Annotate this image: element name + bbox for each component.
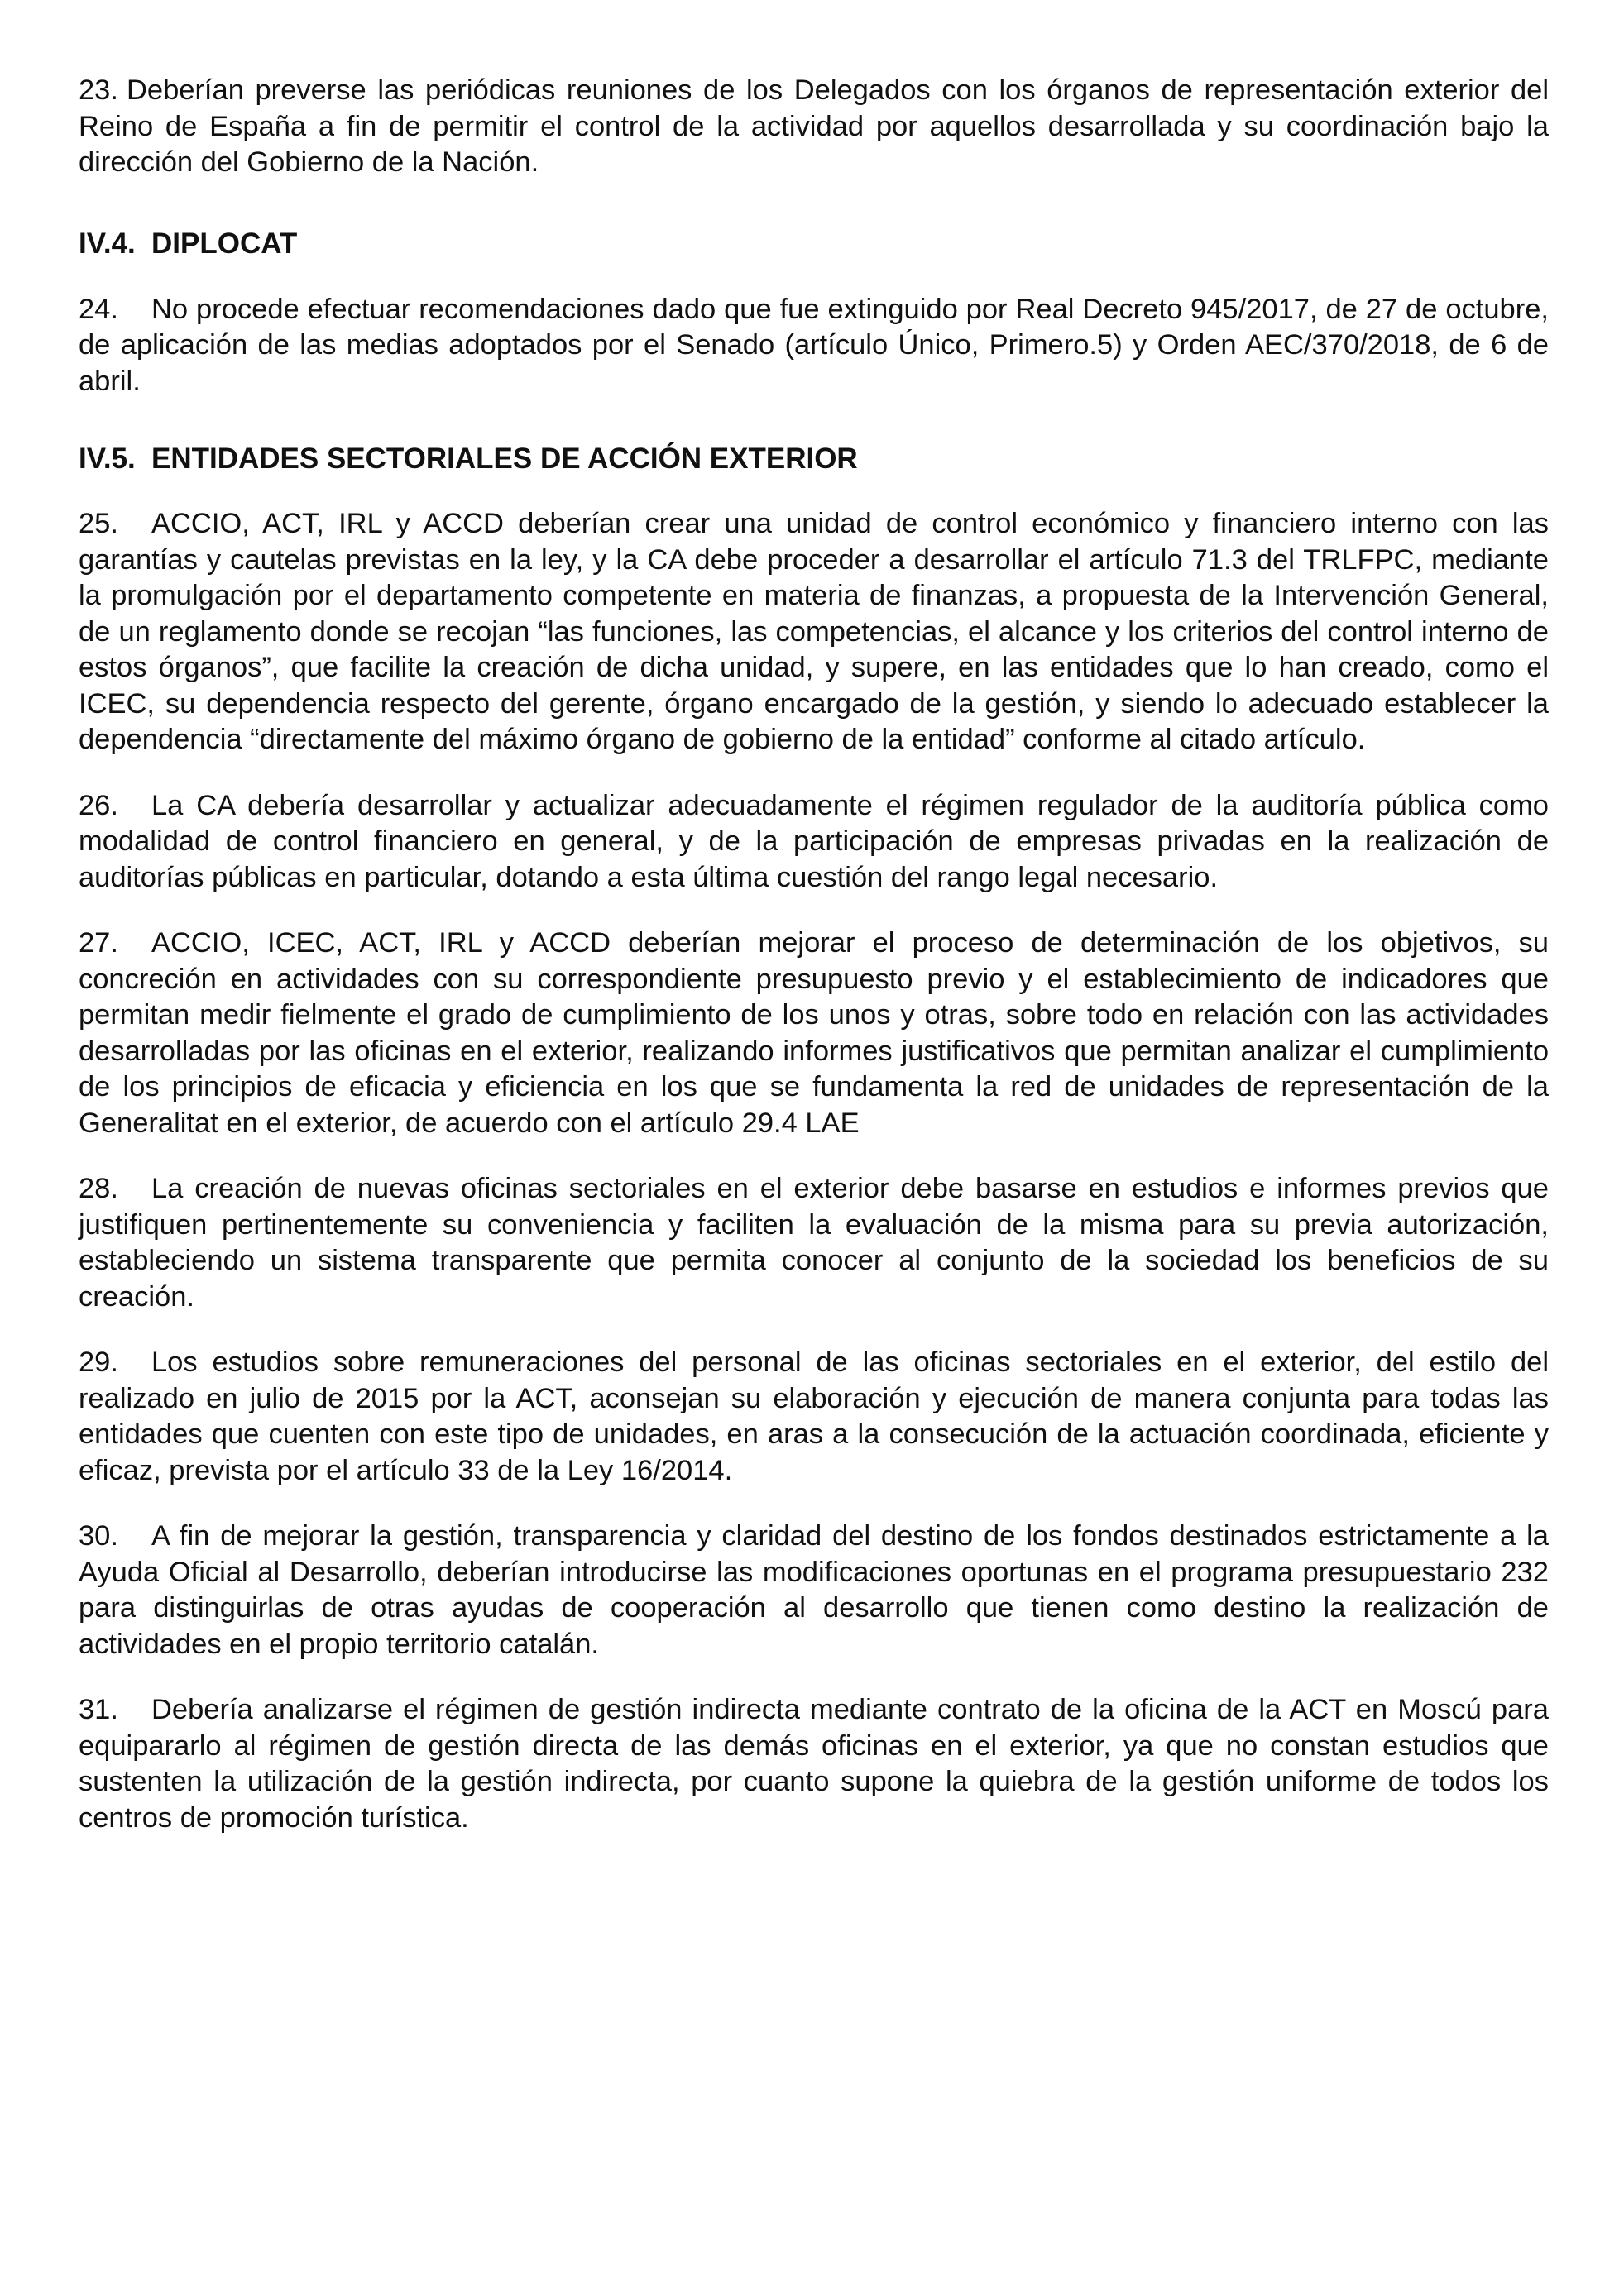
paragraph-number: 28. (79, 1173, 118, 1204)
paragraph-31 (79, 1692, 1549, 1836)
paragraph-number: 26. (79, 789, 118, 821)
heading-title: ENTIDADES SECTORIALES DE ACCIÓN EXTERIOR (151, 442, 858, 475)
paragraph-number: 23. (79, 74, 118, 106)
paragraph-number: 27. (79, 927, 118, 959)
paragraph-28 (79, 1171, 1549, 1315)
paragraph-25 (79, 506, 1549, 758)
paragraph-26 (79, 788, 1549, 897)
paragraph-text: ACCIO, ICEC, ACT, IRL y ACCD deberían mejorar el proceso de determinación de los objetivos, su concreción en actividades con su correspondiente presupuesto previo y el establecimiento de indicadores que permitan medir fielmente el grado de cumplimiento de los unos y otras, sobre todo en relación con las actividades desarrolladas por las oficinas en el exterior, realizando informes justificativos que permitan analizar el cumplimiento de los principios de eficacia y eficiencia en los que se fundamenta la red de unidades de representación de la Generalitat en el exterior, de acuerdo con el artículo 29.4 LAE (79, 927, 1549, 1139)
paragraph-30 (79, 1519, 1549, 1662)
heading-number: IV.4. (79, 227, 136, 260)
paragraph-number: 30. (79, 1520, 118, 1552)
section-heading-iv5 (79, 441, 1549, 477)
paragraph-number: 29. (79, 1347, 118, 1378)
section-heading-iv4 (79, 226, 1549, 262)
paragraph-text: Debería analizarse el régimen de gestión indirecta mediante contrato de la oficina de la ACT en Moscú para equipararlo al régimen de gestión directa de las demás oficinas en el exterior, ya que no constan estudios que sustenten la utilización de la gestión indirecta, por cuanto supone la quiebra de la gestión uniforme de todos los centros de promoción turística. (79, 1694, 1549, 1834)
paragraph-text: La creación de nuevas oficinas sectoriales en el exterior debe basarse en estudios e informes previos que justifiquen pertinentemente su conveniencia y faciliten la evaluación de la misma para su previa autorización, estableciendo un sistema transparente que permita conocer al conjunto de la sociedad los beneficios de su creación. (79, 1173, 1549, 1313)
paragraph-text: Los estudios sobre remuneraciones del personal de las oficinas sectoriales en el exterior, del estilo del realizado en julio de 2015 por la ACT, aconsejan su elaboración y ejecución de manera conjunta para todas las entidades que cuenten con este tipo de unidades, en aras a la consecución de la actuación coordinada, eficiente y eficaz, prevista por el artículo 33 de la Ley 16/2014. (79, 1347, 1549, 1486)
paragraph-text: A fin de mejorar la gestión, transparencia y claridad del destino de los fondos destinados estrictamente a la Ayuda Oficial al Desarrollo, deberían introducirse las modificaciones oportunas en el programa presupuestario 232 para distinguirlas de otras ayudas de cooperación al desarrollo que tienen como destino la realización de actividades en el propio territorio catalán. (79, 1520, 1549, 1660)
paragraph-text: ACCIO, ACT, IRL y ACCD deberían crear una unidad de control económico y financiero interno con las garantías y cautelas previstas en la ley, y la CA debe proceder a desarrollar el artículo 71.3 del TRLFPC, mediante la promulgación por el departamento competente en materia de finanzas, a propuesta de la Intervención General, de un reglamento donde se recojan “las funciones, las competencias, el alcance y los criterios del control interno de estos órganos”, que facilite la creación de dicha unidad, y supere, en las entidades que lo han creado, como el ICEC, su dependencia respecto del gerente, órgano encargado de la gestión, y siendo lo adecuado establecer la dependencia “directamente del máximo órgano de gobierno de la entidad” conforme al citado artículo. (79, 508, 1549, 755)
heading-number: IV.5. (79, 442, 136, 475)
paragraph-text: Deberían preverse las periódicas reuniones de los Delegados con los órganos de representación exterior del Reino de España a fin de permitir el control de la actividad por aquellos desarrollada y su coordinación bajo la dirección del Gobierno de la Nación. (79, 74, 1549, 178)
paragraph-text: La CA debería desarrollar y actualizar adecuadamente el régimen regulador de la auditoría pública como modalidad de control financiero en general, y de la participación de empresas privadas en la realización de auditorías públicas en particular, dotando a esta última cuestión del rango legal necesario. (79, 789, 1549, 893)
paragraph-number: 25. (79, 508, 118, 539)
paragraph-number: 31. (79, 1694, 118, 1725)
paragraph-text: No procede efectuar recomendaciones dado que fue extinguido por Real Decreto 945/2017, de 27 de octubre, de aplicación de las medias adoptados por el Senado (artículo Único, Primero.5) y Orden AEC/370/2018, de 6 de abril. (79, 293, 1549, 397)
paragraph-number: 24. (79, 293, 118, 325)
paragraph-24 (79, 292, 1549, 400)
paragraph-23 (79, 73, 1549, 181)
document-page (79, 73, 1549, 1836)
paragraph-27 (79, 926, 1549, 1141)
heading-title: DIPLOCAT (151, 227, 298, 260)
paragraph-29 (79, 1345, 1549, 1489)
